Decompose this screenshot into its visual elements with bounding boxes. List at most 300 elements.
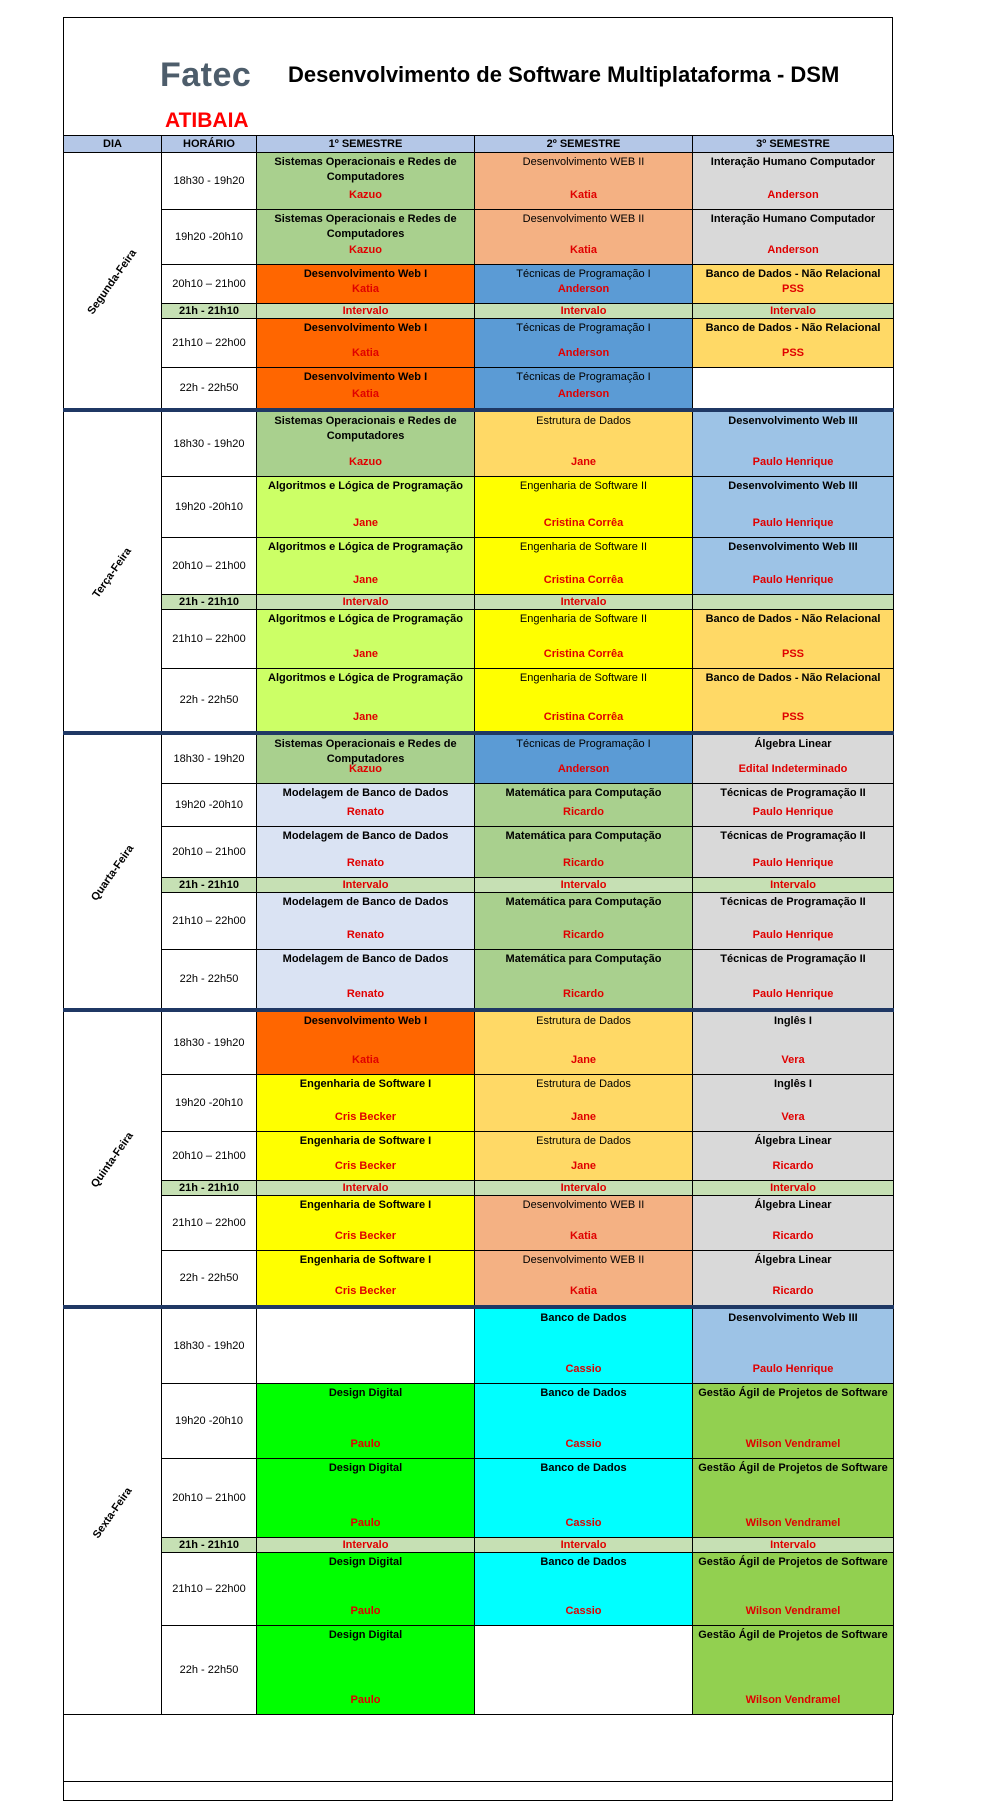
professor-name: Cassio: [565, 1438, 602, 1450]
course-name: Desenvolvimento Web III: [728, 480, 858, 492]
time-cell: 20h10 – 21h00: [162, 1132, 257, 1181]
course-name: Estrutura de Dados: [536, 415, 631, 427]
time-cell: 19h20 -20h10: [162, 1384, 257, 1459]
course-name: [693, 368, 893, 370]
professor-name: Ricardo: [772, 1230, 814, 1242]
professor-name: Katia: [570, 189, 597, 201]
professor-name: Paulo Henrique: [752, 806, 834, 818]
time-cell: 21h - 21h10: [162, 878, 257, 893]
professor-name: Renato: [346, 988, 385, 1000]
interval-cell: Intervalo: [475, 1181, 693, 1196]
professor-name: Cris Becker: [334, 1160, 397, 1172]
interval-cell: Intervalo: [257, 1538, 475, 1553]
schedule-row: [64, 950, 894, 1011]
course-cell: [257, 610, 475, 669]
professor-name: Ricardo: [772, 1160, 814, 1172]
page-title: Desenvolvimento de Software Multiplataforma - DSM: [288, 62, 840, 87]
professor-name: Edital Indeterminado: [738, 763, 848, 775]
course-cell: [257, 477, 475, 538]
time-cell: 22h - 22h50: [162, 669, 257, 734]
professor-name: Anderson: [557, 763, 610, 775]
course-cell: [257, 784, 475, 827]
professor-name: Kazuo: [349, 763, 382, 775]
course-name: Banco de Dados - Não Relacional: [705, 613, 881, 625]
time-cell: 21h - 21h10: [162, 595, 257, 610]
course-name: Gestão Ágil de Projetos de Software: [698, 1387, 888, 1399]
professor-name: Wilson Vendramel: [745, 1694, 841, 1706]
interval-row: [64, 1181, 894, 1196]
interval-cell: Intervalo: [257, 1181, 475, 1196]
course-cell: [475, 1196, 693, 1251]
course-name: Design Digital: [328, 1629, 403, 1641]
course-name: Engenharia de Software I: [299, 1078, 432, 1090]
professor-name: Jane: [570, 1160, 597, 1172]
professor-name: Paulo Henrique: [752, 1363, 834, 1375]
schedule-row: [64, 1459, 894, 1538]
course-cell: [475, 210, 693, 265]
day-label: Quinta-Feira: [88, 1129, 136, 1190]
course-cell: [257, 1075, 475, 1132]
course-cell: [475, 368, 693, 411]
course-cell: [257, 1196, 475, 1251]
professor-name: Cris Becker: [334, 1230, 397, 1242]
course-name: Interação Humano Computador: [710, 213, 876, 225]
day-block: [64, 1010, 894, 1307]
interval-cell: Intervalo: [475, 595, 693, 610]
column-header-semester-1: 1º SEMESTRE: [257, 136, 475, 153]
professor-name: Paulo: [350, 1438, 381, 1450]
course-cell: [475, 1251, 693, 1308]
interval-cell: Intervalo: [257, 878, 475, 893]
schedule-row: [64, 210, 894, 265]
day-cell: [64, 1307, 162, 1715]
course-cell: [257, 733, 475, 784]
course-cell: [475, 1626, 693, 1715]
day-block: [64, 1307, 894, 1715]
time-cell: 20h10 – 21h00: [162, 827, 257, 878]
course-cell: [475, 1010, 693, 1075]
professor-name: Jane: [352, 711, 379, 723]
course-cell: [693, 1196, 894, 1251]
schedule-row: [64, 410, 894, 477]
course-cell: [475, 410, 693, 477]
course-cell: [693, 210, 894, 265]
professor-name: Cris Becker: [334, 1285, 397, 1297]
column-header-semester-3: 3º SEMESTRE: [693, 136, 894, 153]
course-name: Inglês I: [774, 1015, 812, 1027]
course-name: Desenvolvimento WEB II: [522, 1254, 645, 1266]
course-cell: [693, 319, 894, 368]
course-cell: [257, 210, 475, 265]
course-cell: [693, 1384, 894, 1459]
professor-name: Cristina Corrêa: [543, 517, 624, 529]
time-cell: 22h - 22h50: [162, 368, 257, 411]
course-cell: [693, 733, 894, 784]
schedule-row: [64, 1196, 894, 1251]
day-block: [64, 410, 894, 733]
header-row: [64, 136, 894, 153]
course-name: Desenvolvimento Web III: [728, 541, 858, 553]
course-name: Álgebra Linear: [754, 1135, 832, 1147]
day-label: Sexta-Feira: [90, 1484, 135, 1541]
day-label: Segunda-Feira: [85, 246, 140, 317]
schedule-row: [64, 1553, 894, 1626]
schedule-row: [64, 265, 894, 304]
professor-name: Katia: [352, 1054, 379, 1066]
course-cell: [693, 538, 894, 595]
schedule-row: [64, 1132, 894, 1181]
course-cell: [693, 669, 894, 734]
schedule-row: [64, 784, 894, 827]
professor-name: Kazuo: [349, 244, 382, 256]
time-cell: 18h30 - 19h20: [162, 1010, 257, 1075]
professor-name: Cristina Corrêa: [543, 711, 624, 723]
course-name: Matemática para Computação: [505, 787, 662, 799]
course-name: Estrutura de Dados: [536, 1135, 631, 1147]
course-cell: [475, 1075, 693, 1132]
course-cell: [693, 1307, 894, 1384]
course-cell: [257, 1459, 475, 1538]
professor-name: Paulo: [350, 1605, 381, 1617]
professor-name: Vera: [781, 1111, 805, 1123]
time-cell: 21h10 – 22h00: [162, 1196, 257, 1251]
interval-cell: Intervalo: [693, 304, 894, 319]
professor-name: Ricardo: [563, 857, 604, 869]
time-cell: 20h10 – 21h00: [162, 1459, 257, 1538]
course-name: Matemática para Computação: [505, 830, 662, 842]
course-name: Sistemas Operacionais e Redes de Computadores: [274, 738, 457, 765]
professor-name: Jane: [570, 456, 597, 468]
professor-name: Kazuo: [349, 456, 382, 468]
professor-name: Paulo Henrique: [752, 574, 834, 586]
interval-cell: Intervalo: [693, 1181, 894, 1196]
footer-row: [63, 1781, 893, 1801]
course-cell: [257, 1384, 475, 1459]
professor-name: Anderson: [767, 244, 819, 256]
professor-name: Vera: [781, 1054, 805, 1066]
course-cell: [693, 950, 894, 1011]
course-cell: [693, 265, 894, 304]
schedule-row: [64, 893, 894, 950]
schedule-row: [64, 538, 894, 595]
time-cell: 18h30 - 19h20: [162, 410, 257, 477]
professor-name: Cristina Corrêa: [543, 648, 624, 660]
course-cell: [693, 1075, 894, 1132]
course-cell: [257, 1010, 475, 1075]
course-name: Gestão Ágil de Projetos de Software: [698, 1556, 888, 1568]
course-cell: [475, 610, 693, 669]
course-name: Banco de Dados: [540, 1556, 627, 1568]
professor-name: Katia: [352, 347, 379, 359]
schedule-row: [64, 1075, 894, 1132]
day-block: [64, 733, 894, 1010]
professor-name: Paulo Henrique: [752, 456, 834, 468]
course-name: Engenharia de Software II: [519, 672, 648, 684]
course-cell: [475, 1132, 693, 1181]
interval-cell: Intervalo: [257, 595, 475, 610]
day-label: Quarta-Feira: [88, 842, 137, 903]
course-cell: [475, 1384, 693, 1459]
course-name: Estrutura de Dados: [536, 1078, 631, 1090]
course-cell: [693, 1626, 894, 1715]
course-cell: [693, 784, 894, 827]
time-cell: 18h30 - 19h20: [162, 153, 257, 210]
professor-name: Renato: [346, 929, 385, 941]
course-cell: [475, 538, 693, 595]
time-cell: 21h10 – 22h00: [162, 1553, 257, 1626]
schedule-row: [64, 1384, 894, 1459]
time-cell: 18h30 - 19h20: [162, 733, 257, 784]
schedule-row: [64, 1010, 894, 1075]
course-cell: [257, 1626, 475, 1715]
course-name: Algoritmos e Lógica de Programação: [268, 541, 463, 553]
professor-name: Paulo: [350, 1517, 381, 1529]
course-name: Engenharia de Software II: [519, 480, 648, 492]
course-name: Engenharia de Software I: [299, 1254, 432, 1266]
day-cell: [64, 733, 162, 1010]
course-name: Estrutura de Dados: [536, 1015, 631, 1027]
course-name: Design Digital: [328, 1556, 403, 1568]
professor-name: Wilson Vendramel: [745, 1605, 841, 1617]
course-cell: [693, 893, 894, 950]
course-cell: [693, 410, 894, 477]
course-cell: [693, 1553, 894, 1626]
day-cell: [64, 1010, 162, 1307]
course-cell: [257, 1553, 475, 1626]
professor-name: Anderson: [557, 347, 610, 359]
course-name: Gestão Ágil de Projetos de Software: [698, 1462, 888, 1474]
time-cell: 21h - 21h10: [162, 1181, 257, 1196]
course-name: Gestão Ágil de Projetos de Software: [698, 1629, 888, 1641]
professor-name: Anderson: [557, 388, 610, 400]
course-cell: [693, 1010, 894, 1075]
course-cell: [475, 950, 693, 1011]
course-name: Inglês I: [774, 1078, 812, 1090]
schedule-row: [64, 669, 894, 734]
course-cell: [257, 410, 475, 477]
course-name: Desenvolvimento WEB II: [522, 213, 645, 225]
course-cell: [693, 477, 894, 538]
course-name: Banco de Dados - Não Relacional: [705, 322, 881, 334]
schedule-row: [64, 153, 894, 210]
city-label: ATIBAIA: [165, 109, 249, 132]
professor-name: PSS: [781, 347, 804, 359]
course-name: Álgebra Linear: [754, 738, 832, 750]
course-cell: [475, 893, 693, 950]
course-name: Desenvolvimento Web III: [728, 1312, 858, 1324]
interval-cell: Intervalo: [475, 1538, 693, 1553]
professor-name: Jane: [352, 648, 379, 660]
course-cell: [475, 827, 693, 878]
course-cell: [257, 319, 475, 368]
course-name: Algoritmos e Lógica de Programação: [268, 613, 463, 625]
professor-name: Ricardo: [772, 1285, 814, 1297]
time-cell: 19h20 -20h10: [162, 477, 257, 538]
time-cell: 22h - 22h50: [162, 1251, 257, 1308]
professor-name: Jane: [352, 517, 379, 529]
column-header-day: DIA: [64, 136, 162, 153]
professor-name: Katia: [570, 244, 597, 256]
time-cell: 21h - 21h10: [162, 304, 257, 319]
professor-name: Paulo Henrique: [752, 517, 834, 529]
professor-name: Paulo Henrique: [752, 857, 834, 869]
professor-name: Cassio: [565, 1517, 602, 1529]
interval-row: [64, 878, 894, 893]
professor-name: Anderson: [557, 283, 610, 295]
time-cell: 21h10 – 22h00: [162, 893, 257, 950]
course-name: Banco de Dados: [540, 1387, 627, 1399]
course-cell: [693, 1251, 894, 1308]
course-cell: [257, 153, 475, 210]
course-name: Modelagem de Banco de Dados: [282, 953, 449, 965]
interval-cell: Intervalo: [693, 878, 894, 893]
course-cell: [475, 319, 693, 368]
course-name: Sistemas Operacionais e Redes de Computadores: [274, 213, 457, 240]
course-cell: [475, 265, 693, 304]
course-cell: [257, 669, 475, 734]
professor-name: Jane: [570, 1111, 597, 1123]
course-name: Desenvolvimento WEB II: [522, 1199, 645, 1211]
course-cell: [257, 950, 475, 1011]
time-cell: 20h10 – 21h00: [162, 538, 257, 595]
course-name: Algoritmos e Lógica de Programação: [268, 672, 463, 684]
interval-cell: Intervalo: [475, 304, 693, 319]
course-name: Engenharia de Software II: [519, 541, 648, 553]
course-name: Técnicas de Programação II: [720, 896, 866, 908]
professor-name: Cris Becker: [334, 1111, 397, 1123]
course-name: Sistemas Operacionais e Redes de Computadores: [274, 415, 457, 442]
course-cell: [475, 733, 693, 784]
fatec-logo: Fatec: [160, 56, 252, 94]
course-name: Desenvolvimento Web I: [303, 268, 428, 280]
interval-cell: [693, 595, 894, 610]
professor-name: Kazuo: [349, 189, 382, 201]
time-cell: 18h30 - 19h20: [162, 1307, 257, 1384]
course-cell: [475, 1307, 693, 1384]
course-cell: [475, 1553, 693, 1626]
professor-name: PSS: [781, 711, 804, 723]
professor-name: Cassio: [565, 1363, 602, 1375]
interval-cell: Intervalo: [475, 878, 693, 893]
professor-name: Renato: [346, 806, 385, 818]
schedule-row: [64, 1626, 894, 1715]
course-cell: [257, 368, 475, 411]
professor-name: Cassio: [565, 1605, 602, 1617]
interval-row: [64, 304, 894, 319]
column-header-time: HORÁRIO: [162, 136, 257, 153]
course-cell: [257, 265, 475, 304]
course-name: Sistemas Operacionais e Redes de Computadores: [274, 156, 457, 183]
schedule-row: [64, 827, 894, 878]
course-name: Álgebra Linear: [754, 1199, 832, 1211]
professor-name: Anderson: [767, 189, 819, 201]
course-cell: [475, 669, 693, 734]
course-name: Engenharia de Software II: [519, 613, 648, 625]
professor-name: Cristina Corrêa: [543, 574, 624, 586]
interval-cell: Intervalo: [257, 304, 475, 319]
professor-name: Ricardo: [563, 806, 604, 818]
course-cell: [693, 1132, 894, 1181]
course-cell: [257, 893, 475, 950]
course-name: Técnicas de Programação II: [720, 953, 866, 965]
course-cell: [475, 1459, 693, 1538]
day-block: [64, 153, 894, 411]
course-name: Algoritmos e Lógica de Programação: [268, 480, 463, 492]
professor-name: Jane: [352, 574, 379, 586]
professor-name: Katia: [570, 1230, 597, 1242]
course-name: Banco de Dados: [540, 1312, 627, 1324]
time-cell: 20h10 – 21h00: [162, 265, 257, 304]
schedule-row: [64, 319, 894, 368]
schedule-row: [64, 1251, 894, 1308]
course-name: Matemática para Computação: [505, 896, 662, 908]
course-name: Modelagem de Banco de Dados: [282, 787, 449, 799]
course-name: Técnicas de Programação I: [516, 738, 651, 750]
time-cell: 19h20 -20h10: [162, 784, 257, 827]
course-name: [475, 1626, 692, 1628]
time-cell: 21h10 – 22h00: [162, 610, 257, 669]
course-name: Design Digital: [328, 1462, 403, 1474]
time-cell: 21h - 21h10: [162, 1538, 257, 1553]
column-header-semester-2: 2º SEMESTRE: [475, 136, 693, 153]
professor-name: PSS: [781, 283, 804, 295]
professor-name: Paulo Henrique: [752, 988, 834, 1000]
course-name: Engenharia de Software I: [299, 1199, 432, 1211]
course-cell: [693, 610, 894, 669]
professor-name: PSS: [781, 648, 804, 660]
course-name: Interação Humano Computador: [710, 156, 876, 168]
interval-row: [64, 595, 894, 610]
course-name: Desenvolvimento Web III: [728, 415, 858, 427]
course-name: Técnicas de Programação I: [516, 268, 651, 280]
day-cell: [64, 153, 162, 411]
course-name: Modelagem de Banco de Dados: [282, 896, 449, 908]
schedule-row: [64, 1307, 894, 1384]
day-cell: [64, 410, 162, 733]
course-cell: [257, 1307, 475, 1384]
course-name: Desenvolvimento Web I: [303, 1015, 428, 1027]
course-name: Design Digital: [328, 1387, 403, 1399]
professor-name: Paulo: [350, 1694, 381, 1706]
schedule-row: [64, 477, 894, 538]
course-name: Matemática para Computação: [505, 953, 662, 965]
course-cell: [257, 538, 475, 595]
professor-name: Katia: [352, 388, 379, 400]
time-cell: 19h20 -20h10: [162, 1075, 257, 1132]
time-cell: 22h - 22h50: [162, 950, 257, 1011]
schedule-row: [64, 733, 894, 784]
course-name: Modelagem de Banco de Dados: [282, 830, 449, 842]
professor-name: Jane: [570, 1054, 597, 1066]
day-label: Terça-Feira: [90, 545, 135, 600]
schedule-row: [64, 610, 894, 669]
course-cell: [475, 153, 693, 210]
time-cell: 22h - 22h50: [162, 1626, 257, 1715]
professor-name: Ricardo: [563, 988, 604, 1000]
professor-name: Katia: [352, 283, 379, 295]
course-name: Desenvolvimento Web I: [303, 322, 428, 334]
schedule-row: [64, 368, 894, 411]
time-cell: 19h20 -20h10: [162, 210, 257, 265]
course-name: Técnicas de Programação II: [720, 830, 866, 842]
course-name: Desenvolvimento WEB II: [522, 156, 645, 168]
course-cell: [257, 1132, 475, 1181]
professor-name: Ricardo: [563, 929, 604, 941]
course-name: Técnicas de Programação I: [516, 371, 651, 383]
course-cell: [693, 827, 894, 878]
professor-name: Katia: [570, 1285, 597, 1297]
course-cell: [693, 368, 894, 411]
